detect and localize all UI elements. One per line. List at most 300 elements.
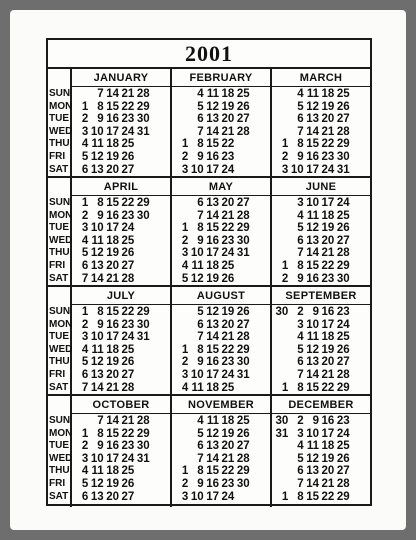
day-number: 6 <box>81 163 89 176</box>
weekday-label: SAT <box>49 381 69 393</box>
day-number: 5 <box>181 272 189 285</box>
day-number: 26 <box>236 306 250 318</box>
day-number: 20 <box>106 368 119 381</box>
day-number: 16 <box>306 272 319 285</box>
day-number: 24 <box>336 427 350 440</box>
day-number <box>351 382 366 395</box>
day-number: 3 <box>297 318 304 331</box>
day-number <box>151 126 166 139</box>
day-number: 3 <box>297 197 304 209</box>
day-number <box>135 491 150 504</box>
weekday-label: SAT <box>49 272 69 284</box>
day-number: 1 <box>81 100 89 113</box>
day-number <box>351 164 366 177</box>
day-number <box>351 306 366 319</box>
day-number <box>351 465 366 478</box>
day-number: 10 <box>190 490 204 503</box>
day-number: 17 <box>106 452 119 465</box>
day-number: 20 <box>221 440 235 453</box>
day-number: 18 <box>221 88 235 100</box>
day-number: 30 <box>236 477 250 490</box>
day-number: 4 <box>297 440 304 453</box>
month-name: JUNE <box>272 178 370 196</box>
day-number <box>351 247 366 260</box>
day-number: 26 <box>121 356 135 369</box>
day-number: 23 <box>221 234 235 247</box>
day-number: 26 <box>121 247 135 260</box>
day-number: 17 <box>321 318 335 331</box>
day-number: 14 <box>90 272 104 285</box>
day-number: 7 <box>297 368 304 381</box>
day-number <box>351 440 366 453</box>
day-number: 27 <box>336 234 350 247</box>
day-number <box>135 356 150 369</box>
day-number <box>351 197 366 210</box>
day-number: 16 <box>106 113 119 126</box>
day-number: 18 <box>221 415 235 427</box>
day-number: 29 <box>236 465 250 478</box>
day-number: 24 <box>336 197 350 209</box>
day-number <box>135 235 150 248</box>
day-number: 7 <box>81 381 89 394</box>
day-number: 26 <box>336 343 350 356</box>
day-number <box>135 273 150 286</box>
day-number: 13 <box>206 197 219 209</box>
weekday-label: THU <box>49 138 70 150</box>
day-number: 17 <box>106 125 119 138</box>
day-number: 4 <box>297 331 304 344</box>
day-number <box>174 415 189 428</box>
day-number: 26 <box>336 452 350 465</box>
day-number: 29 <box>136 427 150 440</box>
day-number: 13 <box>206 113 219 126</box>
day-number <box>351 491 366 504</box>
day-number <box>251 382 266 395</box>
day-number <box>351 88 366 101</box>
day-number: 21 <box>221 331 235 344</box>
day-number <box>151 113 166 126</box>
day-number: 28 <box>236 125 250 138</box>
day-number: 4 <box>81 234 89 247</box>
day-grid <box>72 196 170 285</box>
day-number <box>151 356 166 369</box>
day-number <box>274 478 289 491</box>
day-number: 27 <box>336 465 350 478</box>
day-number: 30 <box>275 415 289 427</box>
day-number <box>251 247 266 260</box>
month-block <box>172 287 272 394</box>
day-number: 19 <box>221 100 235 113</box>
day-number: 18 <box>106 343 119 356</box>
day-number: 11 <box>91 234 104 247</box>
day-number: 1 <box>281 138 289 151</box>
day-number: 25 <box>121 465 135 478</box>
day-number <box>351 415 366 428</box>
day-number: 15 <box>206 138 219 151</box>
month-name: MAY <box>172 178 270 196</box>
day-number: 4 <box>181 381 189 394</box>
day-number <box>274 247 289 260</box>
day-number: 25 <box>336 440 350 453</box>
day-number <box>274 331 289 344</box>
day-number: 14 <box>306 125 319 138</box>
day-number <box>251 478 266 491</box>
day-number <box>351 428 366 441</box>
day-number: 8 <box>297 381 304 394</box>
day-number: 16 <box>321 306 335 318</box>
day-number: 12 <box>206 427 219 440</box>
month-block <box>272 287 370 394</box>
day-number: 25 <box>236 88 250 100</box>
day-number <box>151 164 166 177</box>
day-number: 27 <box>236 197 250 209</box>
month-name: JULY <box>72 287 170 305</box>
day-number <box>174 440 189 453</box>
day-number: 5 <box>197 100 204 113</box>
day-number: 8 <box>197 138 204 151</box>
weekday-label: SUN <box>49 415 71 426</box>
day-number: 4 <box>197 88 204 100</box>
day-number: 8 <box>97 306 104 318</box>
day-number: 6 <box>297 465 304 478</box>
day-number: 3 <box>81 222 89 235</box>
day-number: 23 <box>221 477 235 490</box>
day-number <box>151 88 166 101</box>
weekday-labels <box>48 396 72 507</box>
day-number: 24 <box>221 247 235 260</box>
day-number: 16 <box>206 150 219 163</box>
day-number <box>174 88 189 101</box>
day-number <box>174 210 189 223</box>
day-number: 23 <box>336 306 350 318</box>
day-number <box>151 440 166 453</box>
day-number: 12 <box>306 100 319 113</box>
day-number: 24 <box>121 125 135 138</box>
day-number <box>151 101 166 114</box>
day-number: 4 <box>197 415 204 427</box>
day-number <box>235 382 250 395</box>
month-name: AUGUST <box>172 287 270 305</box>
day-number: 12 <box>306 452 319 465</box>
day-number: 25 <box>121 343 135 356</box>
day-number: 4 <box>81 343 89 356</box>
day-number: 21 <box>321 368 335 381</box>
day-number <box>74 88 89 101</box>
day-number <box>274 453 289 466</box>
month-block <box>172 396 272 507</box>
day-number: 17 <box>306 163 319 176</box>
day-number: 22 <box>121 427 135 440</box>
day-number: 11 <box>191 259 204 272</box>
day-number: 30 <box>236 234 250 247</box>
day-number: 10 <box>90 222 104 235</box>
day-number: 17 <box>206 163 219 176</box>
day-number: 22 <box>321 138 335 151</box>
day-number: 5 <box>297 100 304 113</box>
day-number <box>174 113 189 126</box>
day-number: 30 <box>136 318 150 331</box>
day-number: 19 <box>221 427 235 440</box>
day-number <box>151 344 166 357</box>
day-grid <box>272 87 370 176</box>
day-number: 22 <box>321 490 335 503</box>
day-number: 13 <box>90 490 104 503</box>
day-number: 16 <box>306 150 319 163</box>
day-number: 20 <box>321 234 335 247</box>
day-number: 18 <box>321 209 335 222</box>
day-number <box>351 260 366 273</box>
day-number <box>274 440 289 453</box>
day-number: 23 <box>321 150 335 163</box>
day-number: 28 <box>236 331 250 344</box>
weekday-label: TUE <box>49 113 69 125</box>
day-number: 19 <box>321 100 335 113</box>
day-number <box>251 344 266 357</box>
day-number: 28 <box>236 452 250 465</box>
day-number: 28 <box>336 477 350 490</box>
day-number: 11 <box>306 331 319 344</box>
day-number: 17 <box>206 368 219 381</box>
calendar-card <box>10 10 406 530</box>
day-number: 26 <box>121 477 135 490</box>
day-number: 3 <box>181 247 189 260</box>
day-number: 25 <box>221 259 235 272</box>
day-number: 5 <box>81 150 89 163</box>
day-number: 21 <box>321 247 335 260</box>
day-number: 31 <box>275 427 289 440</box>
day-number: 7 <box>297 477 304 490</box>
day-number: 6 <box>297 356 304 369</box>
day-number <box>251 306 266 319</box>
month-block <box>272 396 370 507</box>
day-number: 22 <box>321 259 335 272</box>
day-number: 27 <box>336 113 350 126</box>
day-number: 22 <box>221 465 235 478</box>
month-block <box>72 178 172 285</box>
weekday-label: SUN <box>49 88 71 99</box>
day-number: 20 <box>321 465 335 478</box>
day-number: 16 <box>106 209 119 222</box>
day-number: 14 <box>206 125 219 138</box>
day-number: 28 <box>136 88 150 100</box>
day-number <box>351 331 366 344</box>
day-number: 28 <box>336 247 350 260</box>
day-number <box>135 478 150 491</box>
day-number: 31 <box>236 247 250 260</box>
day-number: 31 <box>136 125 150 138</box>
day-number: 12 <box>90 477 104 490</box>
day-number: 2 <box>281 272 289 285</box>
day-number: 29 <box>336 138 350 151</box>
day-number <box>251 235 266 248</box>
day-number <box>174 331 189 344</box>
day-grid <box>172 414 270 503</box>
month-row <box>48 69 370 178</box>
day-number: 28 <box>336 368 350 381</box>
day-number: 1 <box>81 427 89 440</box>
day-number: 9 <box>97 440 104 453</box>
day-number: 1 <box>281 259 289 272</box>
calendar-frame <box>46 38 372 506</box>
weekday-label: SAT <box>49 163 69 175</box>
day-number: 4 <box>81 465 89 478</box>
day-number <box>251 222 266 235</box>
day-number: 18 <box>321 88 335 100</box>
day-number: 10 <box>190 247 204 260</box>
day-number <box>251 197 266 210</box>
weekday-label: MON <box>49 100 73 112</box>
day-number <box>274 88 289 101</box>
day-number: 5 <box>197 427 204 440</box>
day-number <box>251 331 266 344</box>
day-number <box>274 222 289 235</box>
day-number: 9 <box>97 113 104 126</box>
day-number: 13 <box>306 234 319 247</box>
day-number: 1 <box>181 138 189 151</box>
day-number: 20 <box>106 490 119 503</box>
day-number <box>251 210 266 223</box>
day-number: 11 <box>306 440 319 453</box>
day-number: 9 <box>197 477 204 490</box>
day-number: 17 <box>321 197 335 209</box>
day-number: 22 <box>221 343 235 356</box>
day-number: 25 <box>336 209 350 222</box>
weekday-label: MON <box>49 318 73 330</box>
weekday-label: THU <box>49 247 70 259</box>
day-number: 20 <box>321 356 335 369</box>
day-number: 19 <box>106 247 119 260</box>
day-number: 8 <box>97 197 104 209</box>
month-block <box>172 69 272 176</box>
day-number: 29 <box>336 381 350 394</box>
day-number: 21 <box>221 125 235 138</box>
day-number: 28 <box>236 209 250 222</box>
day-grid <box>72 414 170 503</box>
day-number: 29 <box>336 259 350 272</box>
day-number: 11 <box>91 343 104 356</box>
day-number <box>174 428 189 441</box>
day-number: 14 <box>306 368 319 381</box>
day-number <box>251 164 266 177</box>
day-number <box>135 138 150 151</box>
day-number: 4 <box>181 259 189 272</box>
day-number: 13 <box>206 440 219 453</box>
day-number <box>351 273 366 286</box>
month-row <box>48 396 370 507</box>
day-grid <box>272 305 370 394</box>
day-number <box>251 273 266 286</box>
day-number: 2 <box>81 113 89 126</box>
day-number: 11 <box>91 138 104 151</box>
day-number: 2 <box>181 356 189 369</box>
day-number: 15 <box>206 222 219 235</box>
day-number: 25 <box>236 415 250 427</box>
day-number <box>251 151 266 164</box>
day-number: 31 <box>136 452 150 465</box>
day-number: 3 <box>281 163 289 176</box>
month-name: NOVEMBER <box>172 396 270 414</box>
day-number: 9 <box>197 150 204 163</box>
day-number: 30 <box>136 113 150 126</box>
weekday-label: FRI <box>49 368 66 380</box>
day-number: 19 <box>106 356 119 369</box>
day-number: 21 <box>121 415 135 427</box>
day-number: 2 <box>297 415 304 427</box>
day-number: 16 <box>206 477 219 490</box>
day-number <box>235 260 250 273</box>
day-number: 2 <box>181 150 189 163</box>
weekday-label: FRI <box>49 477 66 489</box>
month-block <box>272 178 370 285</box>
day-number: 10 <box>90 125 104 138</box>
day-number: 23 <box>221 150 235 163</box>
day-number <box>151 273 166 286</box>
weekday-label: WED <box>49 343 73 355</box>
day-number: 29 <box>336 490 350 503</box>
day-number <box>151 247 166 260</box>
day-number: 15 <box>306 381 319 394</box>
month-block <box>72 287 172 394</box>
day-number: 12 <box>90 247 104 260</box>
day-number: 27 <box>336 356 350 369</box>
day-number: 21 <box>221 452 235 465</box>
day-number: 8 <box>97 427 104 440</box>
day-number <box>251 453 266 466</box>
day-number: 26 <box>236 427 250 440</box>
day-number: 17 <box>206 490 219 503</box>
month-name: DECEMBER <box>272 396 370 414</box>
day-number: 3 <box>297 427 304 440</box>
month-block <box>72 396 172 507</box>
day-number: 3 <box>181 368 189 381</box>
day-number <box>135 247 150 260</box>
day-number: 6 <box>81 368 89 381</box>
day-number <box>135 369 150 382</box>
day-number: 30 <box>136 209 150 222</box>
day-number: 13 <box>306 113 319 126</box>
day-number <box>135 164 150 177</box>
day-number: 26 <box>121 150 135 163</box>
day-number: 28 <box>121 381 135 394</box>
day-number: 27 <box>236 440 250 453</box>
day-number <box>151 306 166 319</box>
day-number <box>351 344 366 357</box>
weekday-labels <box>48 287 72 394</box>
day-number: 10 <box>306 318 319 331</box>
day-number: 8 <box>297 259 304 272</box>
day-number <box>135 222 150 235</box>
day-number <box>235 151 250 164</box>
weekday-label: WED <box>49 452 73 464</box>
day-number <box>235 138 250 151</box>
day-number: 16 <box>206 356 219 369</box>
day-number: 7 <box>297 247 304 260</box>
day-number: 11 <box>206 415 219 427</box>
day-number: 22 <box>121 197 135 209</box>
day-number: 18 <box>106 234 119 247</box>
day-number: 3 <box>181 163 189 176</box>
day-number <box>251 415 266 428</box>
day-number: 13 <box>306 356 319 369</box>
day-number: 28 <box>121 272 135 285</box>
day-number: 9 <box>312 306 319 318</box>
day-number: 13 <box>306 465 319 478</box>
day-number: 8 <box>297 138 304 151</box>
day-number: 11 <box>206 88 219 100</box>
day-number: 20 <box>221 197 235 209</box>
day-number: 1 <box>281 490 289 503</box>
day-number: 11 <box>306 209 319 222</box>
